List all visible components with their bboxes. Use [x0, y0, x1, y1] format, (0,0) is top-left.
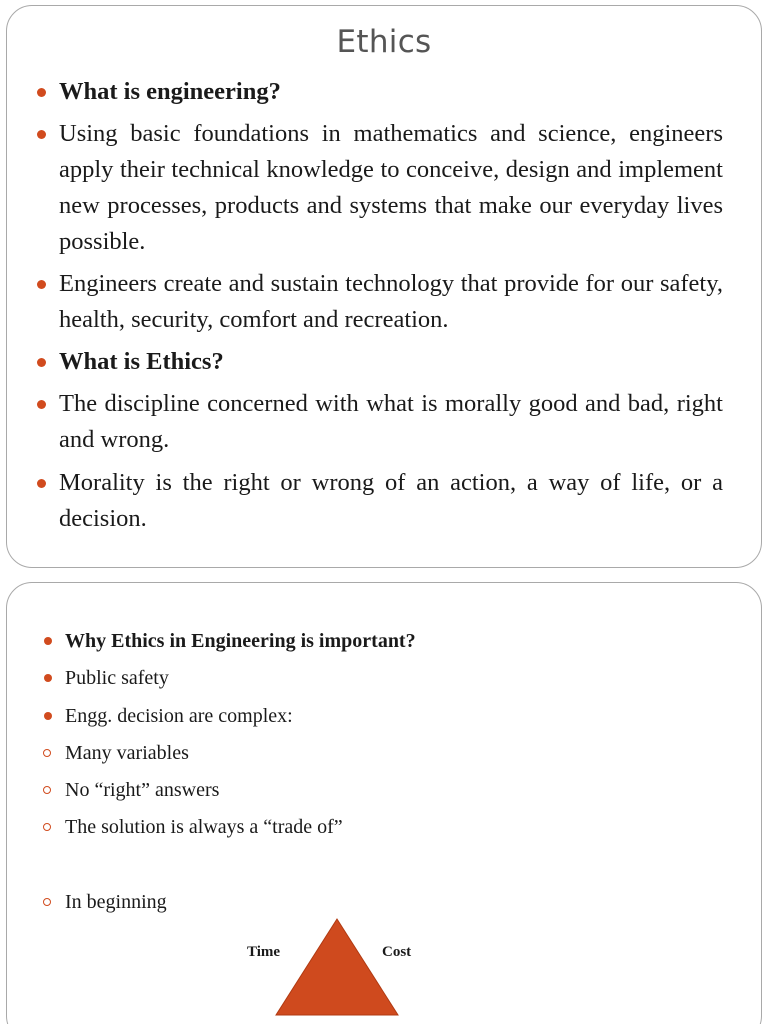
slide-why-ethics — [6, 582, 762, 1024]
sub-bullet-trade-of — [65, 814, 343, 840]
bullet-why-ethics — [65, 628, 416, 654]
bullet-text: Using basic foundations in mathematics and science, engineers apply their technical knowledge to conceive, design and implement new processes, products and systems that make our everyday lives possible. — [59, 120, 723, 255]
circle-bullet-icon — [43, 749, 51, 757]
bullet-text: Many variables — [65, 742, 189, 764]
bullet-dot-icon — [37, 400, 46, 409]
triangle-label-time: Time — [247, 944, 281, 960]
bullet-text: The solution is always a “trade of” — [65, 816, 343, 838]
sub-bullet-no-right-answers — [65, 777, 219, 803]
circle-bullet-icon — [43, 898, 51, 906]
bullet-dot-icon — [44, 712, 52, 720]
bullet-text: What is Ethics? — [59, 348, 224, 375]
bullet-engineering-definition — [59, 116, 723, 260]
bullet-dot-icon — [37, 479, 46, 488]
bullet-dot-icon — [37, 88, 46, 97]
bullet-text: What is engineering? — [59, 78, 281, 105]
bullet-text: Why Ethics in Engineering is important? — [65, 630, 416, 652]
bullet-what-is-ethics — [59, 344, 723, 380]
bullet-dot-icon — [37, 280, 46, 289]
sub-bullet-many-variables — [65, 740, 189, 766]
bullet-text: No “right” answers — [65, 779, 220, 801]
sub-bullet-in-beginning — [65, 889, 167, 915]
circle-bullet-icon — [43, 823, 51, 831]
bullet-dot-icon — [37, 130, 46, 139]
bullet-dot-icon — [44, 674, 52, 682]
bullet-text: Engineers create and sustain technology that provide for our safety, health, security, comfort and recreation. — [59, 270, 723, 333]
bullet-engg-decision — [65, 703, 293, 729]
bullet-what-is-engineering — [59, 74, 723, 110]
bullet-text: Public safety — [65, 667, 169, 689]
bullet-engineers-create — [59, 266, 723, 338]
circle-bullet-icon — [43, 786, 51, 794]
bullet-morality — [59, 465, 723, 537]
bullet-text: Engg. decision are complex: — [65, 705, 293, 727]
slide-title: Ethics — [336, 24, 432, 60]
bullet-text: In beginning — [65, 891, 167, 913]
bullet-discipline — [59, 386, 723, 458]
triangle-shape — [276, 919, 398, 1015]
bullet-text: Morality is the right or wrong of an action, a way of life, or a decision. — [59, 469, 723, 532]
bullet-dot-icon — [44, 637, 52, 645]
bullet-dot-icon — [37, 358, 46, 367]
bullet-public-safety — [65, 665, 169, 691]
slide-ethics — [6, 5, 762, 568]
triangle-label-cost: Cost — [382, 944, 412, 960]
bullet-text: The discipline concerned with what is morally good and bad, right and wrong. — [59, 390, 723, 453]
triangle-diagram — [274, 917, 404, 1017]
